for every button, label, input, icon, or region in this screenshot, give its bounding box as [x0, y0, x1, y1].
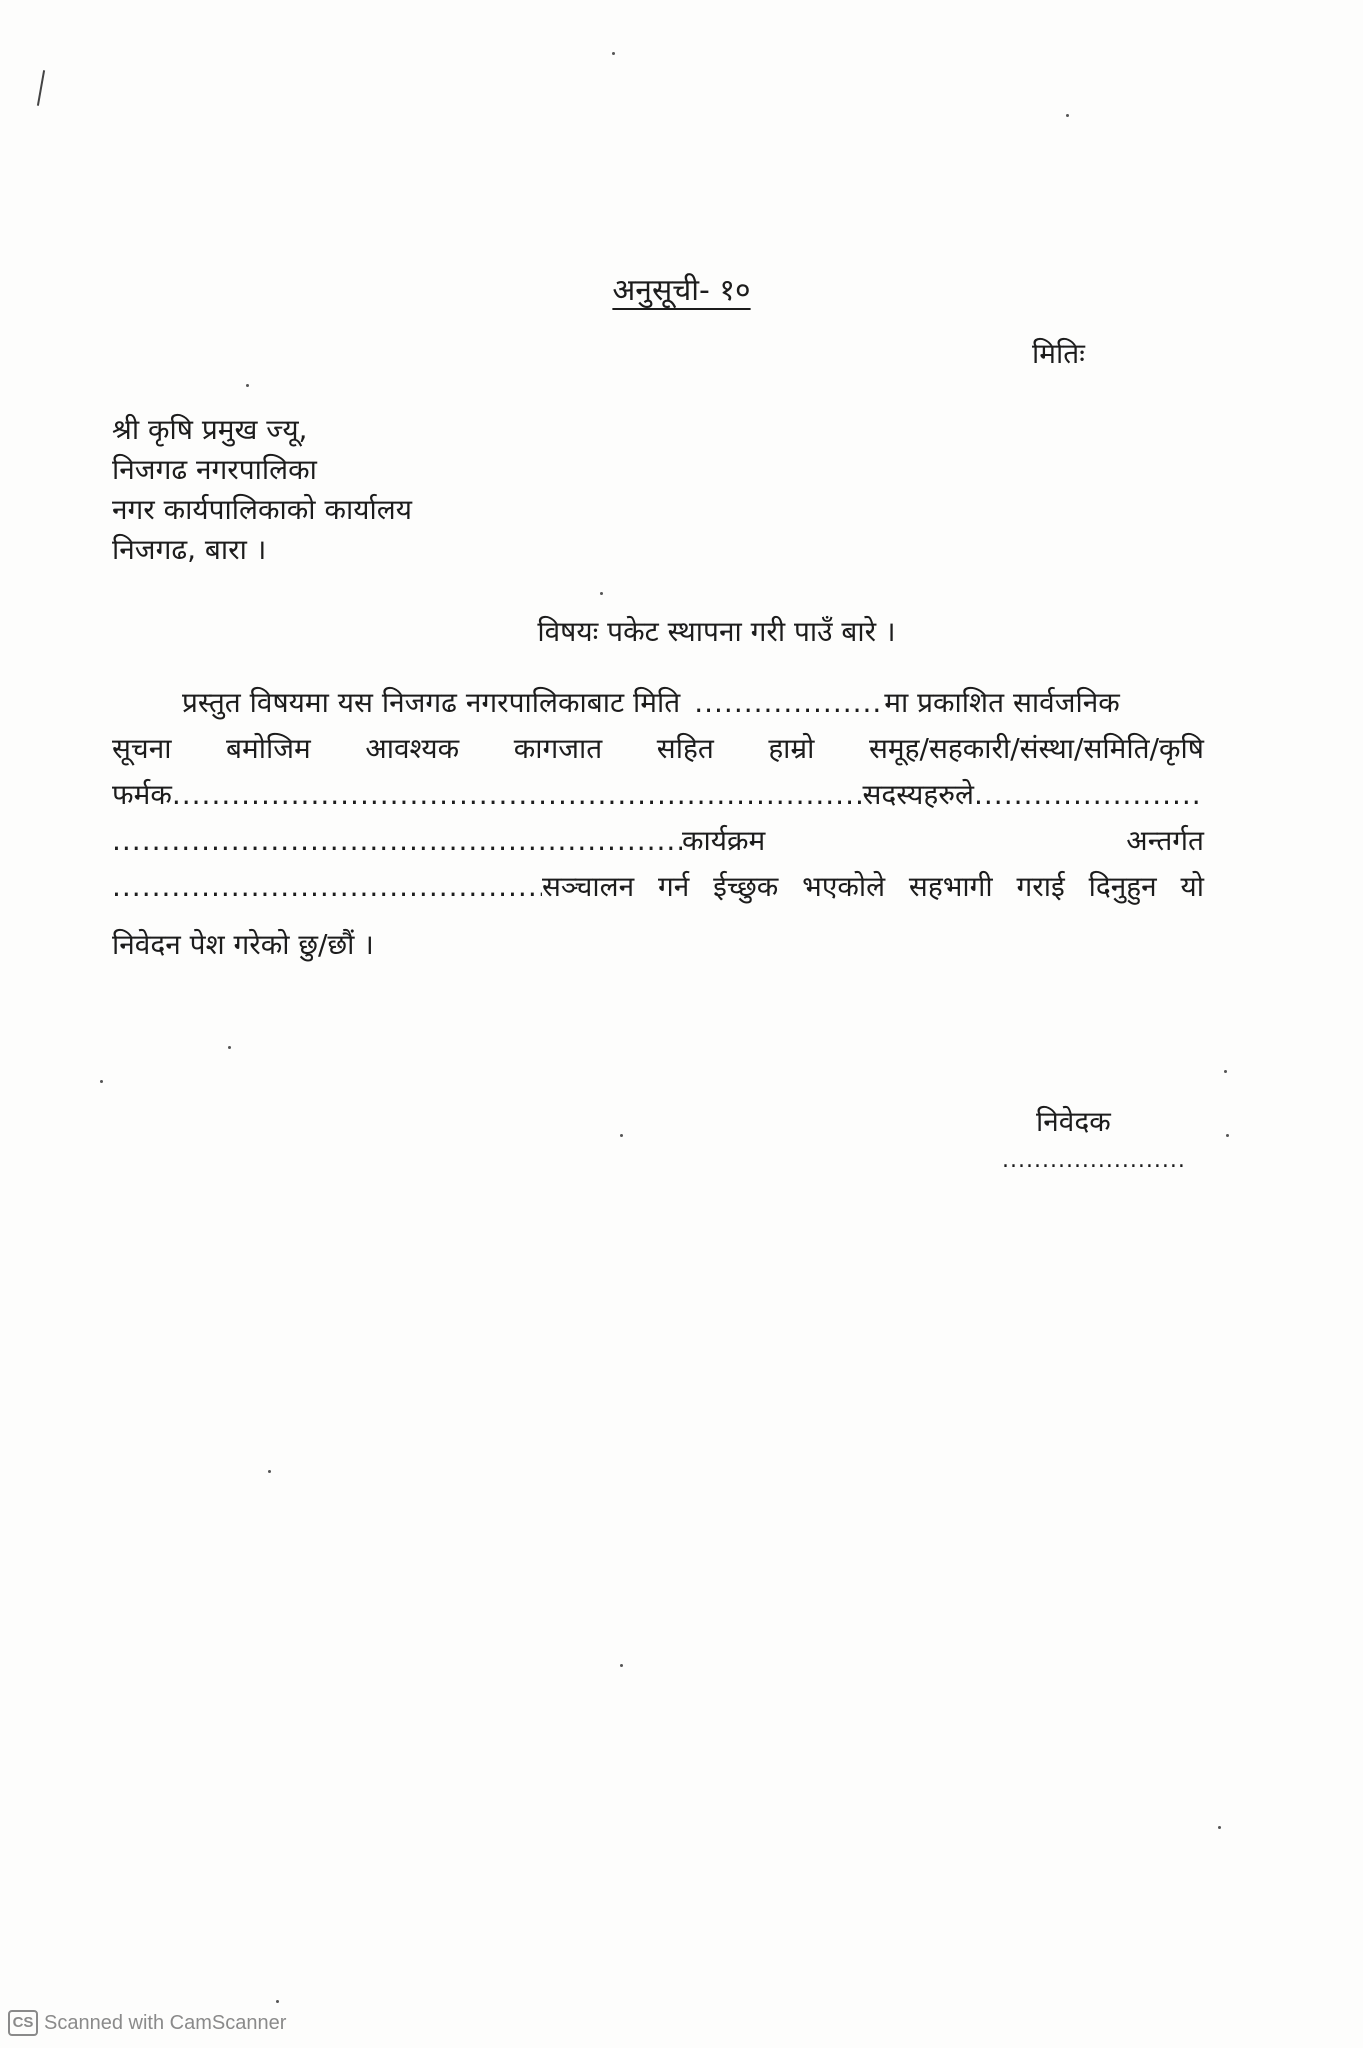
scan-speck — [100, 1080, 103, 1083]
body-line-6-text: निवेदन पेश गरेको छु/छौं । — [112, 928, 374, 961]
members-blank — [974, 772, 1204, 818]
scan-speck — [612, 52, 615, 55]
address-line-2: निजगढ नगरपालिका — [112, 453, 317, 486]
scan-speck — [620, 1664, 623, 1667]
scan-speck — [1218, 1826, 1221, 1829]
address-line-4: निजगढ, बारा । — [112, 533, 267, 566]
body-line-3-start: फर्मक — [112, 778, 172, 811]
signature-blank: ....................... — [1002, 1148, 1186, 1173]
body-word: कागजात — [513, 732, 603, 765]
operation-blank — [112, 864, 542, 910]
body-line-4-mid: कार्यक्रम — [682, 824, 766, 857]
body-word: बमोजिम — [226, 732, 311, 765]
body-line-4 — [112, 818, 1204, 864]
document-heading — [0, 268, 1363, 309]
camscanner-logo-icon: CS — [8, 2010, 38, 2036]
scan-speck — [276, 2000, 279, 2003]
scan-edge-mark — [37, 70, 45, 106]
date-blank — [694, 680, 884, 726]
body-word: समूह/सहकारी/संस्था/समिति/कृषि — [868, 732, 1204, 765]
firm-name-blank — [172, 772, 863, 818]
address-line-1: श्री कृषि प्रमुख ज्यू, — [112, 413, 308, 446]
recipient-address — [112, 410, 412, 570]
scan-speck — [246, 384, 249, 387]
date-label: मितिः — [1032, 337, 1085, 370]
body-word: सूचना — [112, 732, 172, 765]
body-line-1-end: मा प्रकाशित सार्वजनिक — [884, 686, 1120, 719]
body-word: हाम्रो — [768, 732, 815, 765]
scan-speck — [1066, 114, 1069, 117]
scan-speck — [600, 592, 603, 595]
subject-line: विषयः पकेट स्थापना गरी पाउँ बारे । — [537, 615, 896, 648]
application-body — [112, 680, 1204, 968]
scan-speck — [228, 1046, 231, 1049]
program-blank — [112, 818, 682, 864]
scan-speck — [620, 1134, 623, 1137]
body-line-5-end: सञ्चालन गर्न ईच्छुक भएकोले सहभागी गराई दिनुहुन यो — [542, 870, 1204, 903]
body-line-4-end: अन्तर्गत — [1126, 824, 1204, 857]
scan-speck — [1226, 1134, 1229, 1137]
body-word: आवश्यक — [365, 732, 460, 765]
body-line-3 — [112, 772, 1204, 818]
heading-text: अनुसूची- १० — [612, 273, 751, 308]
body-word: सहित — [656, 732, 714, 765]
body-line-5 — [112, 864, 1204, 910]
address-line-3: नगर कार्यपालिकाको कार्यालय — [112, 493, 412, 526]
body-line-3-mid: सदस्यहरुले — [862, 778, 974, 811]
scanner-watermark — [8, 2010, 286, 2036]
scan-speck — [268, 1470, 271, 1473]
scan-speck — [1224, 1070, 1227, 1073]
signature-label: निवेदक — [1036, 1105, 1111, 1138]
body-line-6 — [112, 922, 1204, 968]
body-line-2 — [112, 726, 1204, 772]
body-line-1-start: प्रस्तुत विषयमा यस निजगढ नगरपालिकाबाट मिति — [182, 686, 681, 719]
watermark-text: Scanned with CamScanner — [44, 2011, 287, 2034]
body-line-1 — [112, 680, 1204, 726]
